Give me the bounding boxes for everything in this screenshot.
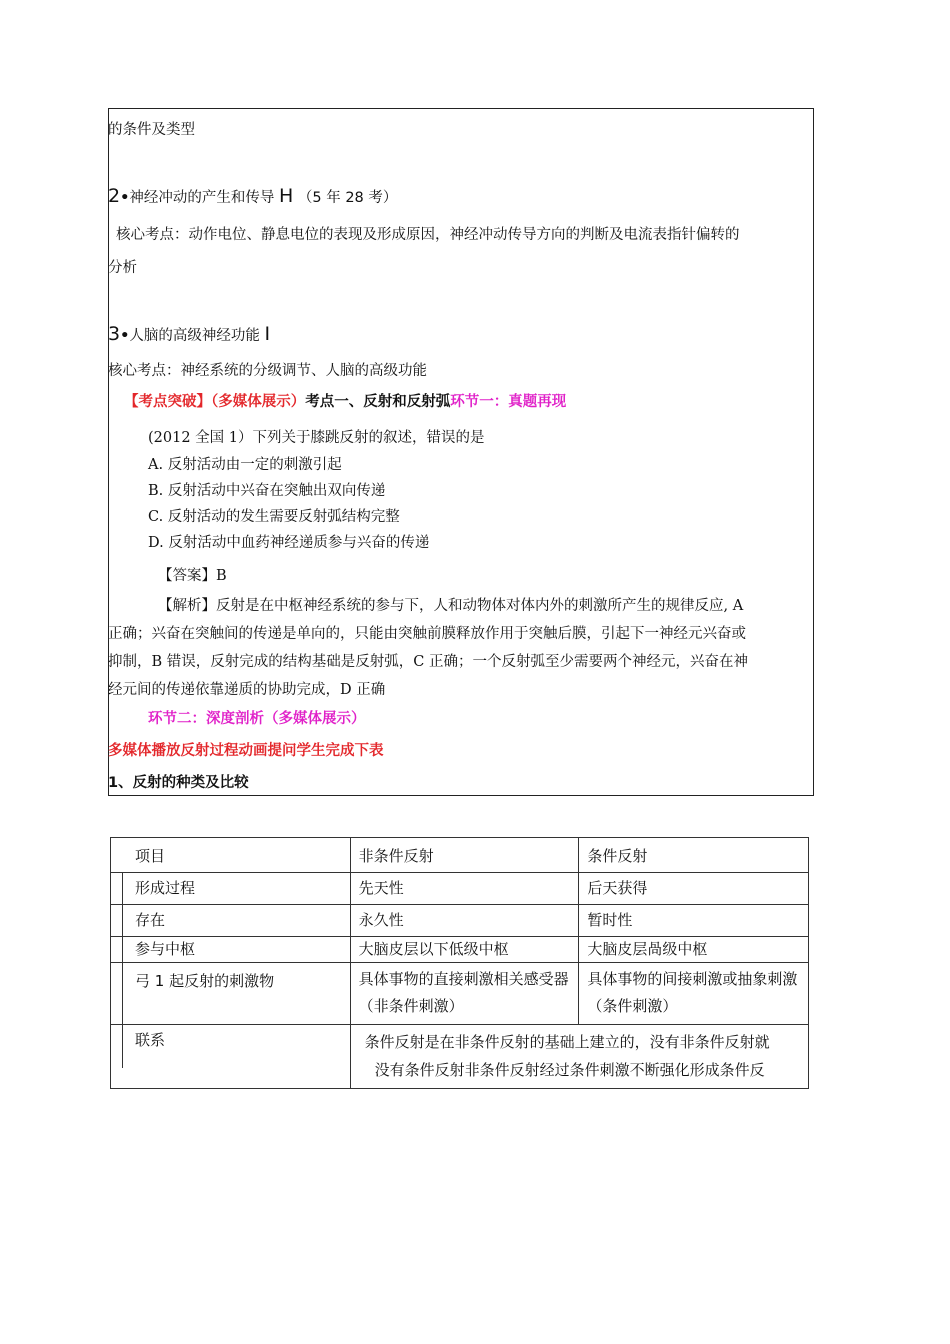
row-link-label: 联系 (135, 1031, 166, 1049)
breakthrough-label: 【考点突破】（多媒体展示） (124, 394, 306, 410)
row-link-line-1: 条件反射是在非条件反射的基础上建立的，没有非条件反射就 (364, 1033, 770, 1051)
header-conditioned: 条件反射 (587, 847, 648, 865)
topic-2-count: （5 年 28 考） (297, 190, 398, 206)
row-existence-unconditioned: 永久性 (358, 911, 404, 929)
section-2-label: 环节二：深度剖析（多媒体展示） (148, 711, 366, 727)
option-b: B. 反射活动中兴奋在突触出双向传递 (148, 483, 386, 499)
topic-2-number: 2 (108, 185, 121, 207)
core-points-2-line1: 核心考点：动作电位、静息电位的表现及形成原因，神经冲动传导方向的判断及电流表指针偏转的 (116, 227, 740, 243)
analysis-line-1: 【解析】反射是在中枢神经系统的参与下，人和动物体对体内外的刺激所产生的规律反应, A (158, 598, 744, 614)
analysis-line-4: 经元间的传递依靠递质的协助完成，D 正确 (108, 682, 386, 698)
table-row-link (111, 1025, 809, 1089)
row-formation-label: 形成过程 (135, 879, 196, 897)
row-existence-label: 存在 (135, 911, 166, 929)
line-conditions: 的条件及类型 (108, 122, 195, 138)
topic-2-title: 神经冲动的产生和传导 (129, 190, 275, 206)
topic-2-level: H (278, 185, 294, 207)
row-center-label: 参与中枢 (135, 940, 196, 958)
table-row (111, 873, 809, 905)
analysis-line-3: 抑制，B 错误，反射完成的结构基础是反射弧，C 正确；一个反射弧至少需要两个神经元，兴奋在神 (108, 654, 748, 670)
row-stimulus-unconditioned: 具体事物的直接刺激相关感受器（非条件刺激） (358, 970, 569, 1015)
topic-3-bullet: • (120, 328, 130, 344)
table-row (111, 905, 809, 937)
reflex-comparison-table (110, 837, 809, 1089)
topic-2-heading (108, 186, 397, 208)
row-formation-conditioned: 后天获得 (587, 879, 648, 897)
table-row (111, 963, 809, 1025)
question-stem: (2012 全国 1）下列关于膝跳反射的叙述，错误的是 (148, 430, 485, 446)
header-item: 项目 (135, 847, 166, 865)
key-point-1: 考点一、反射和反射弧 (305, 394, 451, 410)
topic-3-level: I (264, 323, 271, 345)
topic-3-number: 3 (108, 323, 121, 345)
core-points-2-line2: 分析 (108, 260, 137, 276)
topic-3-heading (108, 324, 270, 346)
section-1-label: 环节一：真题再现 (450, 394, 567, 410)
row-existence-conditioned: 暂时性 (587, 911, 633, 929)
analysis-line-2: 正确；兴奋在突触间的传递是单向的，只能由突触前膜释放作用于突触后膜，引起下一神经元兴奋或 (108, 626, 746, 642)
table-left-rule (110, 872, 123, 1068)
table-row (111, 937, 809, 963)
answer: 【答案】B (158, 568, 227, 584)
media-instruction: 多媒体播放反射过程动画提问学生完成下表 (108, 743, 384, 759)
header-unconditioned: 非条件反射 (358, 847, 434, 865)
row-center-unconditioned: 大脑皮层以下低级中枢 (358, 940, 509, 958)
table-header-row (111, 838, 809, 873)
row-center-conditioned: 大脑皮层咼级中枢 (587, 940, 708, 958)
subheading-reflex-types: 1、反射的种类及比较 (108, 775, 249, 791)
row-stimulus-conditioned: 具体事物的间接刺激或抽象刺激（条件刺激） (587, 970, 798, 1015)
option-c: C. 反射活动的发生需要反射弧结构完整 (148, 509, 400, 525)
row-link-text (351, 1025, 808, 1088)
breakthrough-heading (124, 392, 566, 412)
option-a: A. 反射活动由一定的刺激引起 (148, 457, 342, 473)
row-formation-unconditioned: 先天性 (358, 879, 404, 897)
option-d: D. 反射活动中血药神经递质参与兴奋的传递 (148, 535, 430, 551)
core-points-3: 核心考点：神经系统的分级调节、人脑的高级功能 (108, 363, 427, 379)
row-link-line-2: 没有条件反射非条件反射经过条件刺激不断强化形成条件反 (374, 1061, 765, 1079)
topic-2-bullet: • (120, 190, 130, 206)
row-stimulus-label: 弓 1 起反射的刺激物 (135, 972, 275, 990)
topic-3-title: 人脑的高级神经功能 (129, 328, 260, 344)
